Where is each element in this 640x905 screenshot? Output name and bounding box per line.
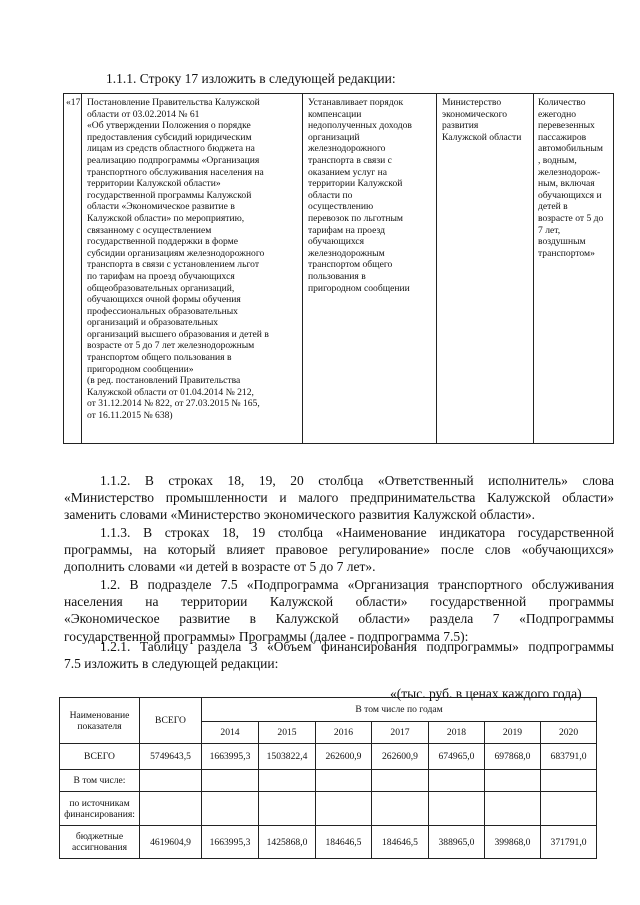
row-value: 1663995,3 (202, 826, 259, 859)
paragraph-line: государственной программы» Программы (далее - подпрограмма 7.5): (64, 628, 469, 644)
paragraph-line: заменить словами «Министерство экономического развития Калужской области». (64, 507, 536, 523)
paragraph-line: 7.5 изложить в следующей редакции: (64, 656, 279, 672)
row-value (541, 792, 597, 826)
row-total: 5749643,5 (140, 744, 202, 770)
paragraph-line: 1.1.3. В строках 18, 19 столбца «Наименование индикатора государственной (100, 525, 614, 540)
paragraph-line: населения на территории Калужской области» государственной программы (64, 594, 614, 610)
paragraph-line: дополнить словами «и детей в возрасте от 5 до 7 лет». (64, 559, 376, 575)
header-years-group: В том числе по годам (202, 698, 597, 722)
year-header: 2014 (202, 722, 259, 744)
year-header: 2018 (429, 722, 485, 744)
row-value: 697868,0 (485, 744, 541, 770)
row-value (259, 770, 316, 792)
paragraph-line: 1.2. В подразделе 7.5 «Подпрограмма «Организация транспортного обслуживания (100, 577, 614, 592)
row-label: ВСЕГО (60, 744, 140, 770)
table-row (60, 792, 597, 826)
year-header: 2020 (541, 722, 597, 744)
row-value: 1663995,3 (202, 744, 259, 770)
item-1-1-1: 1.1.1. Строку 17 изложить в следующей редакции: (106, 71, 396, 86)
table-row (60, 826, 597, 859)
row-total: 4619604,9 (140, 826, 202, 859)
row-value: 388965,0 (429, 826, 485, 859)
row-value (372, 770, 429, 792)
paragraph-line: 1.2.1. Таблицу раздела 3 «Объем финансирования подпрограммы» подпрограммы (100, 639, 614, 654)
row-value (202, 792, 259, 826)
row-value: 1425868,0 (259, 826, 316, 859)
row-value (485, 770, 541, 792)
year-header: 2015 (259, 722, 316, 744)
row-value: 674965,0 (429, 744, 485, 770)
financing-table (59, 697, 597, 859)
row-value (316, 770, 372, 792)
row-value: 262600,9 (316, 744, 372, 770)
year-header: 2019 (485, 722, 541, 744)
year-header: 2017 (372, 722, 429, 744)
row-value (259, 792, 316, 826)
table-row (60, 744, 597, 770)
header-name: Наименование показателя (60, 698, 140, 744)
paragraph-1-2 (64, 576, 614, 645)
row-value (429, 770, 485, 792)
row-value (485, 792, 541, 826)
paragraph-line: «Министерство промышленности и малого предпринимательства Калужской области» (64, 490, 614, 506)
row-number-cell: «17 (64, 94, 82, 443)
year-header: 2016 (316, 722, 372, 744)
paragraph-1-1-3 (64, 524, 614, 576)
row-value: 184646,5 (372, 826, 429, 859)
units-note: «(тыс. руб. в ценах каждого года) (390, 686, 582, 701)
paragraph-1-1-2 (64, 472, 614, 524)
table-row (60, 770, 597, 792)
row-value (429, 792, 485, 826)
row-value: 184646,5 (316, 826, 372, 859)
row-total (140, 770, 202, 792)
paragraph-line: 1.1.2. В строках 18, 19, 20 столбца «Ответственный исполнитель» слова (100, 473, 614, 488)
row-value (202, 770, 259, 792)
row-value (316, 792, 372, 826)
indicator-name-cell: Количество ежегодно перевезенных пассажиров автомобильным , водным, железнодорож- ным, включая обучающихся и детей в возрасте от 5 до 7 лет, воздушным транспортом» (538, 97, 604, 259)
row-value: 683791,0 (541, 744, 597, 770)
row-value: 371791,0 (541, 826, 597, 859)
row-label: по источникам финансирования: (60, 792, 140, 826)
responsible-executor-cell: Министерство экономического развития Калужской области (437, 94, 534, 443)
paragraph-1-2-1 (64, 638, 614, 672)
row-value: 399868,0 (485, 826, 541, 859)
row-value (541, 770, 597, 792)
row17-table (63, 93, 614, 444)
row-value: 262600,9 (372, 744, 429, 770)
paragraph-line: «Экономическое развитие в Калужской области» раздела 7 «Подпрограммы (64, 611, 614, 627)
header-total: ВСЕГО (140, 698, 202, 744)
paragraph-line: программы, на который влияет правовое регулирование» после слов «обучающихся» (64, 542, 614, 558)
row-label: бюджетные ассигнования (60, 826, 140, 859)
regulation-name-cell: Постановление Правительства Калужской области от 03.02.2014 № 61 «Об утверждении Положения о порядке предоставления субсидий юридическим лицам из средств областного бюджета на реализацию подпрограммы «Организация транспортного обслуживания населения на территории Калужской области» государственной программы Калужской области «Экономическое развитие в Калужской области» по мероприятию, связанному с осуществлением государственной поддержки в форме субсидии организациям железнодорожного транспорта в связи с установлением льгот по тарифам на проезд обучающихся общеобразовательных организаций, обучающихся очной формы обучения профессиональных образовательных организаций и образовательных организаций высшего образования и детей в возрасте от 5 до 7 лет железнодорожным транспортом общего пользования в пригородном сообщении» (в ред. постановлений Правительства Калужской области от 01.04.2014 № 212, от 31.12.2014 № 822, от 27.03.2015 № 165, от 16.11.2015 № 638) (82, 94, 303, 443)
row-label: В том числе: (60, 770, 140, 792)
regulation-content-cell: Устанавливает порядок компенсации недополученных доходов организаций железнодорожного транспорта в связи с оказанием услуг на территории Калужской области по осуществлению перевозок по льготным тарифам на проезд обучающихся железнодорожным транспортом общего пользования в пригородном сообщении (303, 94, 437, 443)
row-total (140, 792, 202, 826)
row-value: 1503822,4 (259, 744, 316, 770)
row-value (372, 792, 429, 826)
